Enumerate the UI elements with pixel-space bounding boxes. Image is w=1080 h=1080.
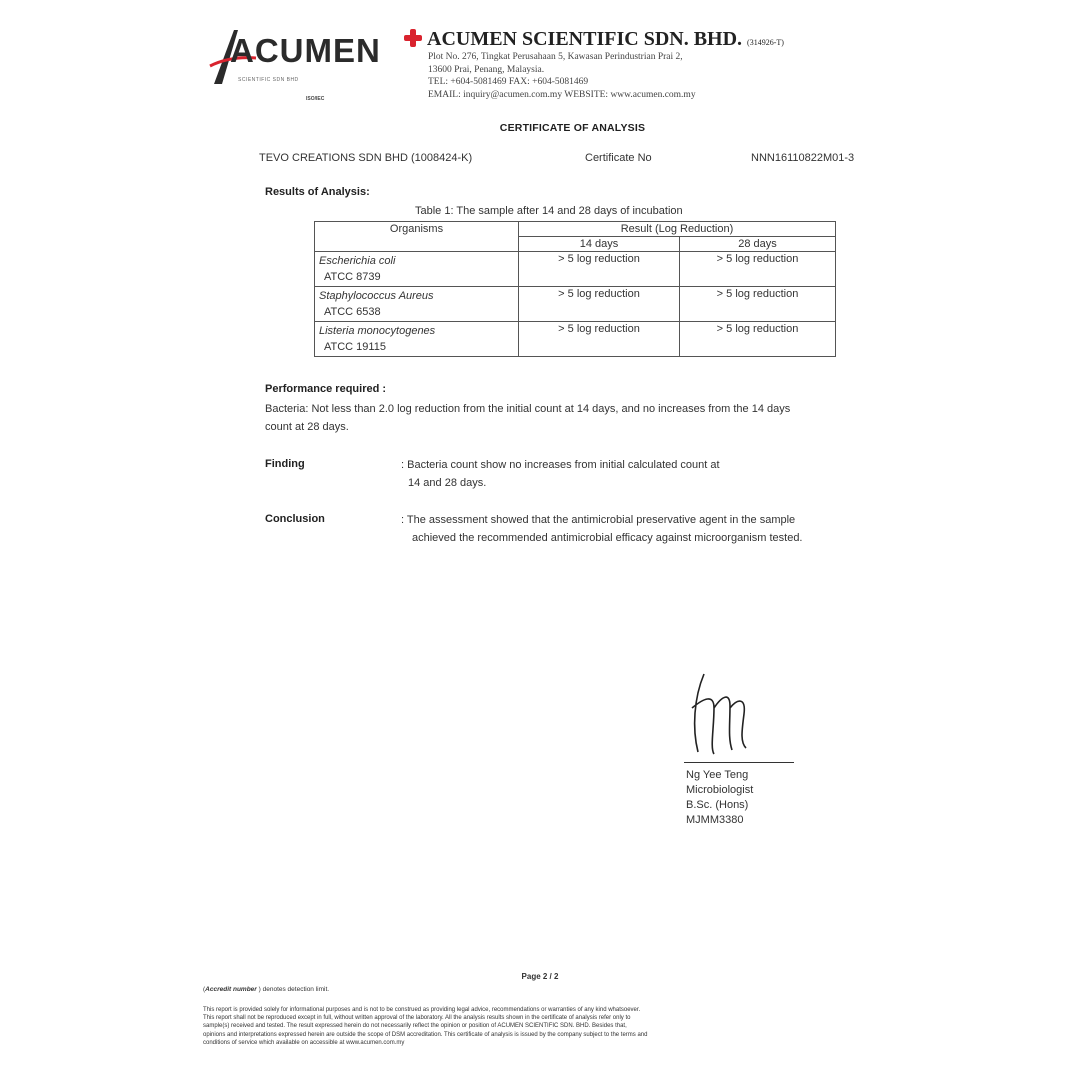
table-row <box>315 287 836 322</box>
signer-reg: MJMM3380 <box>686 814 744 826</box>
conclusion-line: : The assessment showed that the antimicrobial preservative agent in the sample <box>401 514 796 526</box>
performance-text <box>265 400 895 436</box>
page-number: Page 2 / 2 <box>521 972 559 981</box>
certificate-title: CERTIFICATE OF ANALYSIS <box>499 122 646 134</box>
organism-atcc: ATCC 8739 <box>324 271 381 283</box>
red-cross-icon <box>404 29 422 47</box>
address-line: TEL: +604-5081469 FAX: +604-5081469 <box>428 77 589 87</box>
table-header-row <box>315 222 836 237</box>
signer-block <box>686 768 753 828</box>
company-reg: (314926-T) <box>747 38 784 47</box>
conclusion-line: achieved the recommended antimicrobial efficacy against microorganism tested. <box>412 532 803 544</box>
company-name-line <box>404 28 824 51</box>
logo-subtitle: SCIENTIFIC SDN BHD <box>238 77 299 83</box>
conclusion-label: Conclusion <box>265 513 325 525</box>
signature-image <box>684 668 764 758</box>
finding-label: Finding <box>265 458 305 470</box>
logo-mark: ISO/IEC <box>306 96 325 102</box>
disclaimer-line: opinions and interpretations expressed herein are outside the scope of DSM accreditation. This certificate of analysis is issued by the company subject to the terms and <box>203 1031 648 1038</box>
address-line: EMAIL: inquiry@acumen.com.my WEBSITE: www.acumen.com.my <box>428 89 696 100</box>
signature-line <box>684 762 794 763</box>
footer-disclaimer <box>203 1006 883 1047</box>
footer-note-bold: Accredit number <box>205 986 257 993</box>
finding-line: : Bacteria count show no increases from initial calculated count at <box>401 459 720 471</box>
result-14-cell: > 5 log reduction <box>519 287 680 322</box>
result-28-cell: > 5 log reduction <box>680 287 836 322</box>
disclaimer-line: This report shall not be reproduced except in full, without written approval of the laboratory. All the analysis results shown in the certificate of analysis refer only to <box>203 1015 631 1022</box>
result-28-cell: > 5 log reduction <box>680 252 836 287</box>
certificate-no-label: Certificate No <box>585 152 652 164</box>
result-28-cell: > 5 log reduction <box>680 322 836 357</box>
organism-cell <box>315 252 519 287</box>
address-line: Plot No. 276, Tingkat Perusahaan 5, Kawasan Perindustrian Prai 2, <box>428 52 683 62</box>
footer-note-rest: ) denotes detection limit. <box>256 986 330 993</box>
organism-name: Staphylococcus Aureus <box>319 290 434 302</box>
disclaimer-line: This report is provided solely for informational purposes and is not to be construed as providing legal advice, recommendations or warranties of any kind whatsoever. <box>203 1007 641 1013</box>
certificate-no: NNN16110822M01-3 <box>751 152 855 164</box>
finding-text <box>401 456 720 492</box>
conclusion-text <box>401 511 803 547</box>
client-name: TEVO CREATIONS SDN BHD (1008424-K) <box>259 152 473 164</box>
result-14-cell: > 5 log reduction <box>519 322 680 357</box>
organism-name: Escherichia coli <box>319 255 396 267</box>
result-14-cell: > 5 log reduction <box>519 252 680 287</box>
footer-note: (Accredit number ) denotes detection limit. <box>203 986 330 993</box>
address-line: 13600 Prai, Penang, Malaysia. <box>428 64 545 75</box>
signer-title: Microbiologist <box>686 784 754 796</box>
organism-cell <box>315 322 519 357</box>
organism-name: Listeria monocytogenes <box>319 325 436 337</box>
header-result: Result (Log Reduction) <box>519 222 836 237</box>
results-heading: Results of Analysis: <box>265 186 370 198</box>
table-row <box>315 252 836 287</box>
header-14-days: 14 days <box>519 237 680 252</box>
signer-name: Ng Yee Teng <box>686 769 749 781</box>
company-name: ACUMEN SCIENTIFIC SDN. BHD. <box>427 28 743 50</box>
organism-atcc: ATCC 6538 <box>324 306 381 318</box>
organism-atcc: ATCC 19115 <box>324 341 386 353</box>
company-header <box>404 28 824 101</box>
header-organisms: Organisms <box>315 222 519 252</box>
signer-degree: B.Sc. (Hons) <box>686 799 749 811</box>
performance-line: Bacteria: Not less than 2.0 log reduction from the initial count at 14 days, and no increases from the 14 days <box>265 403 791 415</box>
disclaimer-line: sample(s) received and tested. The result expressed herein do not necessarily reflect the opinion or position of ACUMEN SCIENTIFIC SDN. BHD. Besides that, <box>203 1023 627 1030</box>
finding-line: 14 and 28 days. <box>408 477 487 489</box>
header-28-days: 28 days <box>680 237 836 252</box>
performance-heading: Performance required : <box>265 383 387 395</box>
disclaimer-line: conditions of service which available on accessible at www.acumen.com.my <box>203 1039 405 1046</box>
organism-cell <box>315 287 519 322</box>
company-logo <box>208 22 381 102</box>
logo-text: ACUMEN <box>230 32 381 69</box>
table-row <box>315 322 836 357</box>
performance-line: count at 28 days. <box>265 421 349 433</box>
table-caption: Table 1: The sample after 14 and 28 days of incubation <box>415 205 683 217</box>
results-table <box>314 221 836 357</box>
